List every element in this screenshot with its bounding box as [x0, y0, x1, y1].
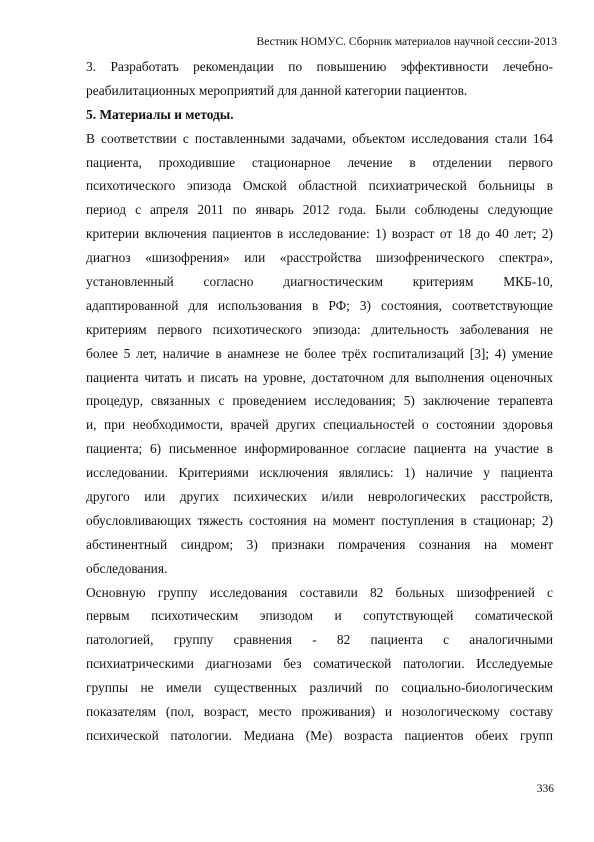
text-line: абстинентный синдром; 3) признаки помрачения сознания на момент: [86, 536, 553, 552]
section-heading: 5. Материалы и методы.: [86, 106, 234, 122]
text-line: пациента; 6) письменное информированное согласие пациента на участие в: [86, 441, 553, 457]
text-line: и, при необходимости, врачей других специальностей о состоянии здоровья: [86, 417, 553, 433]
running-header: Вестник НОМУС. Сборник материалов научной сессии-2013: [256, 36, 557, 48]
text-line: установленный согласно диагностическим критериям МКБ-10,: [86, 274, 553, 290]
text-line: психотического эпизода Омской областной психиатрической больницы в: [86, 178, 553, 194]
text-line: Основную группу исследования составили 82 больных шизофренией с: [86, 584, 553, 600]
text-line: критерии включения пациентов в исследование: 1) возраст от 18 до 40 лет; 2): [86, 226, 553, 242]
text-line: показателям (пол, возраст, место проживания) и нозологическому составу: [86, 704, 553, 720]
text-line: более 5 лет, наличие в анамнезе не более трёх госпитализаций [3]; 4) умение: [86, 345, 553, 361]
text-line: процедур, связанных с проведением исследования; 5) заключение терапевта: [86, 393, 553, 409]
text-line: первым психотическим эпизодом и сопутствующей соматической: [86, 608, 553, 624]
text-line: психиатрическими диагнозами без соматической патологии. Исследуемые: [86, 656, 553, 672]
text-line: диагноз «шизофрения» или «расстройства шизофренического спектра»,: [86, 250, 553, 266]
text-line: пациента, проходившие стационарное лечение в отделении первого: [86, 154, 553, 170]
text-line: пациента читать и писать на уровне, достаточном для выполнения оценочных: [86, 369, 553, 385]
text-line: реабилитационных мероприятий для данной категории пациентов.: [86, 82, 468, 98]
text-line: группы не имели существенных различий по социально-биологическим: [86, 680, 553, 696]
text-line: критериям первого психотического эпизода: длительность заболевания не: [86, 321, 553, 337]
text-line: психической патологии. Медиана (Ме) возраста пациентов обеих групп: [86, 727, 553, 743]
text-line: адаптированной для использования в РФ; 3) состояния, соответствующие: [86, 297, 553, 313]
text-line: 3. Разработать рекомендации по повышению эффективности лечебно-: [86, 59, 553, 74]
text-line: другого или других психических и/или неврологических расстройств,: [86, 489, 553, 505]
page-number: 336: [536, 783, 554, 795]
text-line: исследовании. Критериями исключения являлись: 1) наличие у пациента: [86, 465, 553, 481]
article-body: [86, 55, 553, 748]
text-line: период с апреля 2011 по январь 2012 года. Были соблюдены следующие: [86, 202, 553, 218]
text-line: обследования.: [86, 560, 168, 576]
text-line: обусловливающих тяжесть состояния на момент поступления в стационар; 2): [86, 512, 553, 528]
text-line: патологией, группу сравнения - 82 пациента с аналогичными: [86, 632, 553, 648]
text-line: В соответствии с поставленными задачами, объектом исследования стали 164: [86, 130, 553, 146]
